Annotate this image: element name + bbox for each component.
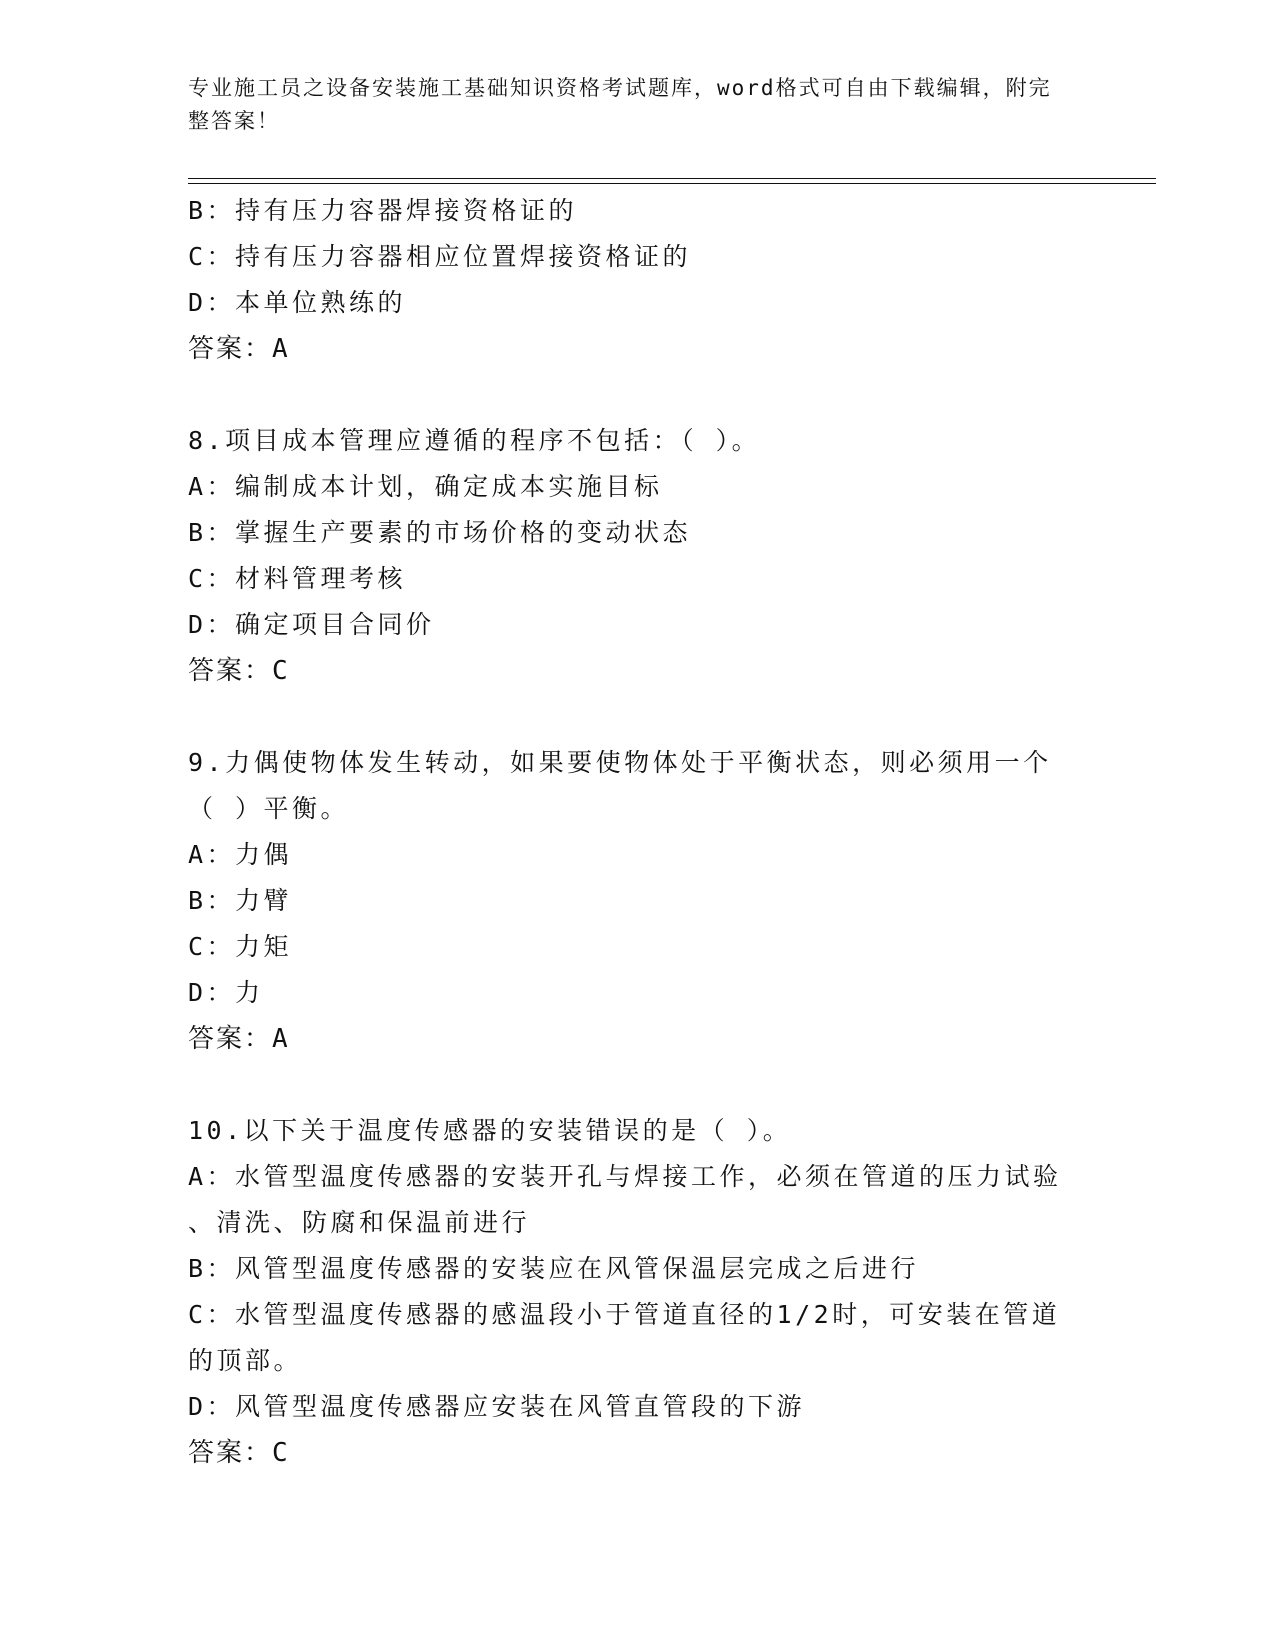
answer-label: 答案：	[188, 656, 273, 686]
question-8-option-b: B：掌握生产要素的市场价格的变动状态	[188, 518, 692, 547]
question-8-answer	[188, 648, 1088, 694]
question-9	[188, 740, 1088, 1062]
answer-value: A	[272, 334, 290, 364]
question-10-answer	[188, 1430, 1088, 1476]
question-9-option-c: C：力矩	[188, 932, 293, 961]
question-7	[188, 188, 1088, 372]
header-divider-top	[188, 178, 1156, 179]
question-8-option-c: C：材料管理考核	[188, 564, 407, 593]
question-10-option-a-line-2: 、清洗、防腐和保温前进行	[188, 1208, 531, 1237]
question-8-stem: 8.项目成本管理应遵循的程序不包括：（ ）。	[188, 426, 761, 455]
question-10-option-c-line-1: C：水管型温度传感器的感温段小于管道直径的1/2时，可安装在管道	[188, 1300, 1061, 1329]
question-8-option-a: A：编制成本计划，确定成本实施目标	[188, 472, 663, 501]
question-10-option-c-line-2: 的顶部。	[188, 1346, 303, 1375]
document-header: 专业施工员之设备安装施工基础知识资格考试题库，word格式可自由下载编辑，附完整答案！	[188, 76, 1052, 133]
question-8-option-d: D：确定项目合同价	[188, 610, 435, 639]
answer-label: 答案：	[188, 334, 273, 364]
question-7-option-b: B：持有压力容器焊接资格证的	[188, 196, 578, 225]
answer-label: 答案：	[188, 1438, 273, 1468]
question-10	[188, 1108, 1088, 1476]
question-9-option-a: A：力偶	[188, 840, 293, 869]
question-9-stem-line-1: 9.力偶使物体发生转动，如果要使物体处于平衡状态，则必须用一个	[188, 748, 1052, 777]
question-list	[188, 188, 1088, 1476]
answer-value: C	[272, 656, 290, 686]
answer-value: C	[272, 1438, 290, 1468]
question-9-option-d: D：力	[188, 978, 264, 1007]
question-9-stem-line-2: （ ）平衡。	[188, 794, 350, 823]
question-9-answer	[188, 1016, 1088, 1062]
question-7-answer	[188, 326, 1088, 372]
question-10-option-d: D：风管型温度传感器应安装在风管直管段的下游	[188, 1392, 806, 1421]
question-7-option-d: D：本单位熟练的	[188, 288, 407, 317]
header-divider-bottom	[188, 183, 1156, 184]
answer-label: 答案：	[188, 1024, 273, 1054]
question-10-option-a-line-1: A：水管型温度传感器的安装开孔与焊接工作，必须在管道的压力试验	[188, 1162, 1062, 1191]
question-10-option-b: B：风管型温度传感器的安装应在风管保温层完成之后进行	[188, 1254, 920, 1283]
question-9-option-b: B：力臂	[188, 886, 293, 915]
answer-value: A	[272, 1024, 290, 1054]
question-8	[188, 418, 1088, 694]
question-7-option-c: C：持有压力容器相应位置焊接资格证的	[188, 242, 692, 271]
question-10-stem: 10.以下关于温度传感器的安装错误的是（ ）。	[188, 1116, 792, 1145]
